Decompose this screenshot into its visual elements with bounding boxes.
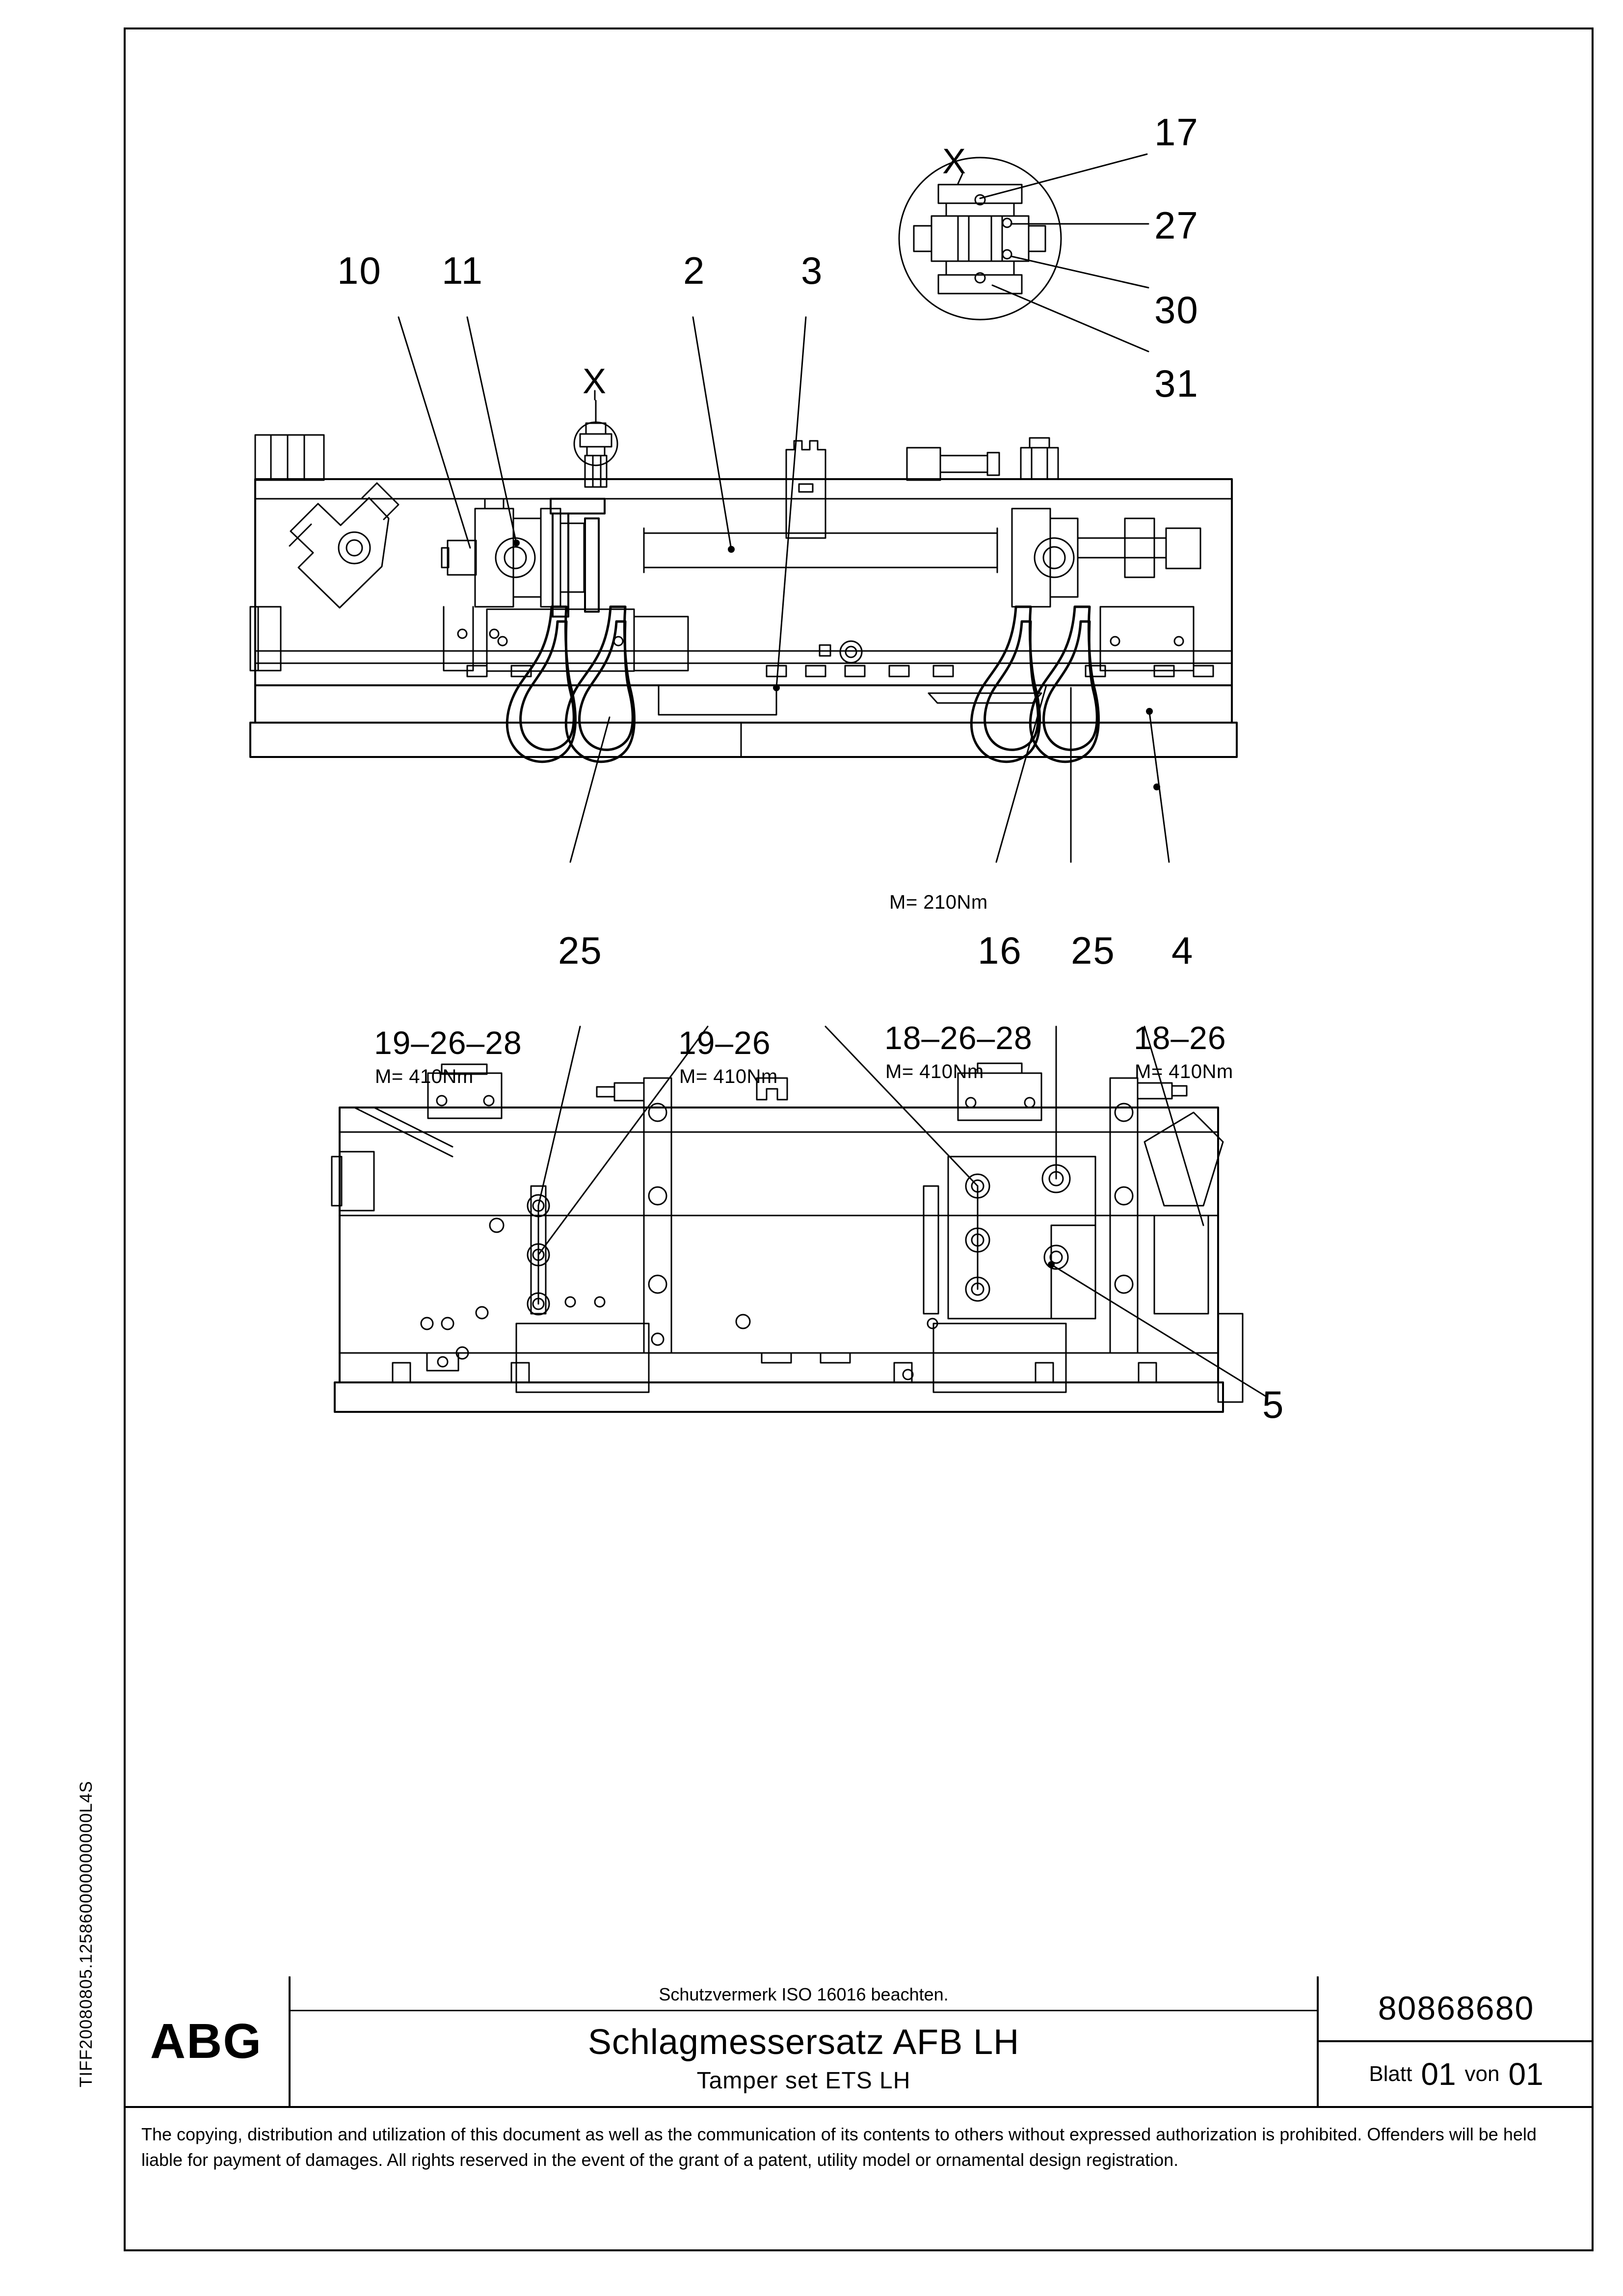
group-2-parts: 19–26 [678, 1025, 771, 1061]
group-4-torque: M= 410Nm [1135, 1061, 1233, 1082]
detail-marker-x-top: X [942, 142, 966, 181]
title-block [124, 1976, 1594, 2251]
of-label: von [1464, 2062, 1500, 2086]
detail-marker-x-left: X [583, 362, 607, 401]
callout-30: 30 [1154, 288, 1199, 331]
torque-210-label: M= 210Nm [889, 891, 988, 913]
callout-27: 27 [1154, 204, 1199, 247]
callout-3: 3 [801, 249, 824, 292]
title-german: Schlagmessersatz AFB LH [587, 2023, 1020, 2062]
technical-drawing-svg [124, 27, 1594, 2251]
sheet-label: Blatt [1369, 2062, 1412, 2086]
callout-25-right: 25 [1071, 929, 1116, 972]
group-3-parts: 18–26–28 [884, 1020, 1033, 1056]
callout-31: 31 [1154, 362, 1199, 405]
sheet-total: 01 [1508, 2056, 1543, 2092]
group-1-torque: M= 410Nm [375, 1066, 474, 1087]
identification-cell [1319, 1976, 1594, 2106]
legal-row [124, 2108, 1594, 2249]
title-divider [291, 2010, 1317, 2011]
legal-text: The copying, distribution and utilization of this document as well as the communication of its contents to others without expressed authorization is prohibited. Offenders will be held liable for payment of damages. All rights reserved in the event of the grant of a patent, utility model or ornamental design registration. [141, 2124, 1537, 2170]
logo-cell [124, 1976, 291, 2106]
group-3-torque: M= 410Nm [885, 1061, 984, 1082]
callout-17: 17 [1154, 110, 1199, 154]
group-4-parts: 18–26 [1134, 1020, 1226, 1056]
part-number: 80868680 [1319, 1976, 1594, 2042]
title-cell [291, 1976, 1319, 2106]
title-block-main-row [124, 1976, 1594, 2108]
title-english: Tamper set ETS LH [696, 2068, 911, 2094]
group-2-torque: M= 410Nm [679, 1066, 778, 1087]
protection-note: Schutzvermerk ISO 16016 beachten. [659, 1984, 949, 2004]
callout-4: 4 [1171, 929, 1194, 972]
callout-2: 2 [683, 249, 706, 292]
callout-25-left: 25 [558, 929, 603, 972]
sheet-info [1319, 2042, 1594, 2106]
group-1-parts: 19–26–28 [374, 1025, 522, 1061]
sheet-number: 01 [1421, 2056, 1456, 2092]
callout-11: 11 [442, 249, 483, 292]
abg-logo: ABG [150, 2013, 263, 2069]
callout-10: 10 [337, 249, 382, 292]
archive-reference-text: TIFF20080805.125860000000000L4S [77, 1781, 96, 2087]
callout-5: 5 [1262, 1383, 1285, 1426]
drawing-area [124, 27, 1594, 2251]
callout-16: 16 [978, 929, 1022, 972]
